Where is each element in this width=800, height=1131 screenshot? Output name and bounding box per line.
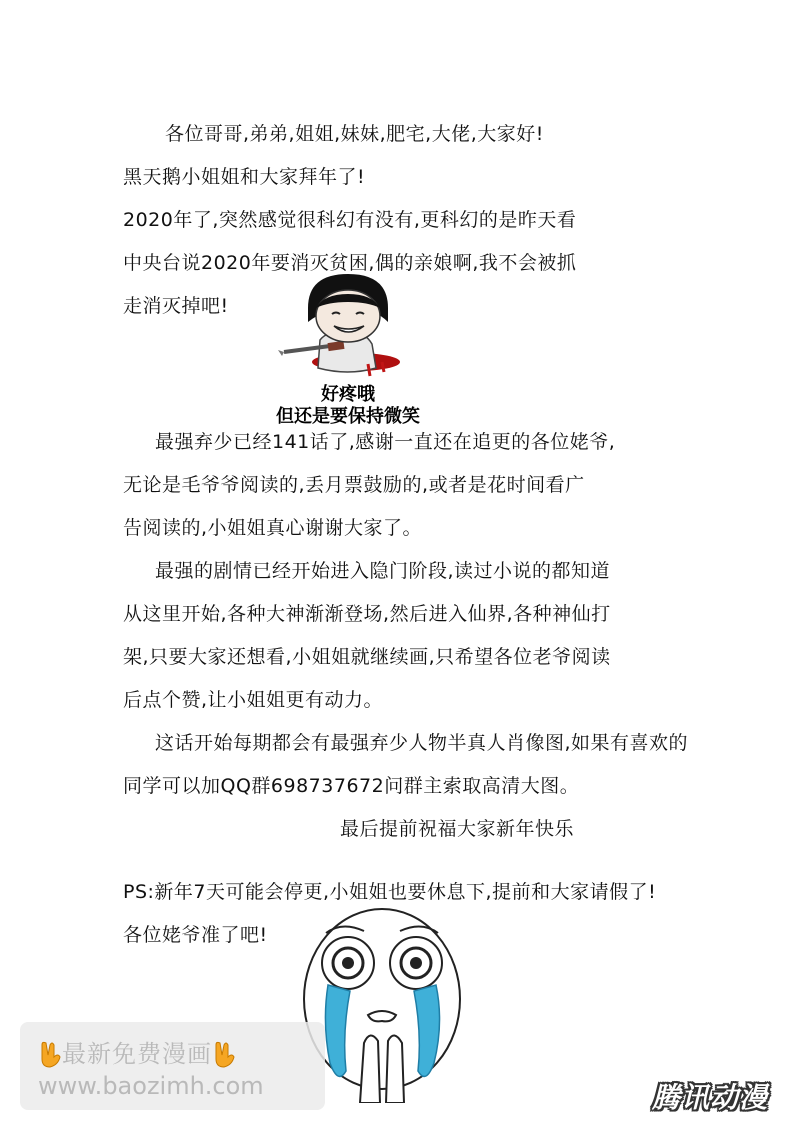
- letter-line: 这话开始每期都会有最强弃少人物半真人肖像图,如果有喜欢的: [155, 732, 689, 754]
- letter-line: 黑天鹅小姐姐和大家拜年了!: [123, 166, 366, 188]
- meme-caption-line-1: 好疼哦: [321, 384, 375, 405]
- smiling-face-knife-icon: [268, 272, 428, 384]
- ps-line: PS:新年7天可能会停更,小姐姐也要休息下,提前和大家请假了!: [123, 881, 657, 903]
- watermark-text-1: 最新免费漫画: [62, 1040, 212, 1068]
- watermark-url: www.baozimh.com: [38, 1072, 264, 1100]
- meme-caption-line-2: 但还是要保持微笑: [276, 406, 420, 427]
- pointing-hand-icon: [212, 1041, 236, 1069]
- letter-line: 2020年了,突然感觉很科幻有没有,更科幻的是昨天看: [123, 209, 577, 231]
- letter-line: 告阅读的,小姐姐真心谢谢大家了。: [123, 517, 423, 539]
- letter-line: 架,只要大家还想看,小姐姐就继续画,只希望各位老爷阅读: [123, 646, 611, 668]
- letter-line: 从这里开始,各种大神渐渐登场,然后进入仙界,各种神仙打: [123, 603, 611, 625]
- tencent-comic-logo: [652, 1076, 780, 1112]
- letter-line: 最强的剧情已经开始进入隐门阶段,读过小说的都知道: [155, 560, 611, 582]
- logo-text: 腾讯动漫: [652, 1081, 769, 1114]
- smiling-pain-meme: [268, 272, 428, 430]
- letter-line: 最强弃少已经141话了,感谢一直还在追更的各位姥爷,: [155, 431, 616, 453]
- letter-line: 同学可以加QQ群698737672问群主索取高清大图。: [123, 775, 580, 797]
- greeting-line: 各位哥哥,弟弟,姐姐,妹妹,肥宅,大佬,大家好!: [165, 123, 544, 145]
- watermark-title: [38, 1034, 236, 1069]
- watermark-overlay: [20, 1022, 325, 1110]
- pointing-hand-icon: [38, 1041, 62, 1069]
- letter-line: 后点个赞,让小姐姐更有动力。: [123, 689, 384, 711]
- ps-line: 各位姥爷准了吧!: [123, 924, 268, 946]
- letter-line: 中央台说2020年要消灭贫困,偶的亲娘啊,我不会被抓: [123, 252, 577, 274]
- letter-line: 无论是毛爷爷阅读的,丢月票鼓励的,或者是花时间看广: [123, 474, 585, 496]
- new-year-wish: 最后提前祝福大家新年快乐: [340, 818, 575, 840]
- letter-line: 走消灭掉吧!: [123, 295, 229, 317]
